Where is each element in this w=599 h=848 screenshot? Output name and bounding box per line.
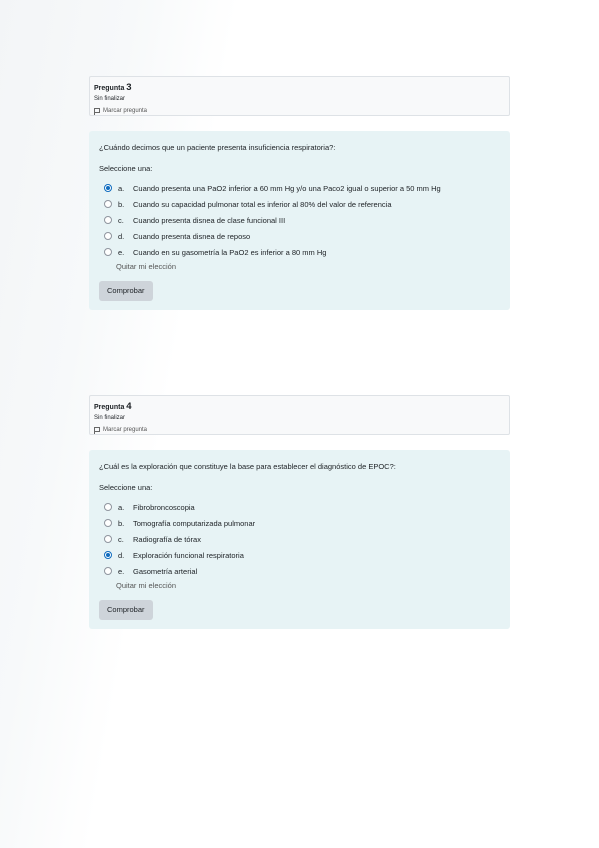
radio-button[interactable] <box>104 535 112 543</box>
option-text: Gasometría arterial <box>133 566 198 576</box>
clear-choice-link[interactable]: Quitar mi elección <box>116 262 177 271</box>
radio-button-checked[interactable] <box>104 551 112 559</box>
question-title <box>94 402 505 412</box>
option-text: Cuando presenta una PaO2 inferior a 60 mm Hg y/o una Paco2 igual o superior a 50 mm Hg <box>133 183 441 193</box>
question-text: ¿Cuál es la exploración que constituye la base para establecer el diagnóstico de EPOC?: <box>99 462 396 471</box>
answer-option-d[interactable] <box>99 228 500 244</box>
question-4 <box>89 395 510 629</box>
answer-option-a[interactable] <box>99 180 500 196</box>
question-title <box>94 83 505 93</box>
option-text: Exploración funcional respiratoria <box>133 550 244 560</box>
option-letter: c. <box>118 534 124 544</box>
option-letter: a. <box>118 183 125 193</box>
question-info <box>89 395 510 435</box>
radio-button[interactable] <box>104 232 112 240</box>
radio-button[interactable] <box>104 567 112 575</box>
radio-button-checked[interactable] <box>104 184 112 192</box>
flag-label: Marcar pregunta <box>103 108 148 114</box>
question-info <box>89 76 510 116</box>
answer-option-d[interactable] <box>99 547 500 563</box>
question-state: Sin finalizar <box>94 96 126 102</box>
option-letter: e. <box>118 247 125 257</box>
option-letter: d. <box>118 550 125 560</box>
option-text: Cuando presenta disnea de reposo <box>133 231 251 241</box>
answer-prompt: Seleccione una: <box>99 483 153 492</box>
answer-option-b[interactable] <box>99 196 500 212</box>
option-letter: e. <box>118 566 125 576</box>
flag-question-link[interactable] <box>94 107 505 115</box>
answer-option-e[interactable] <box>99 563 500 579</box>
answer-list <box>99 499 500 579</box>
radio-button[interactable] <box>104 216 112 224</box>
question-number: 3 <box>126 82 132 93</box>
check-button[interactable]: Comprobar <box>99 281 153 301</box>
option-text: Cuando su capacidad pulmonar total es inferior al 80% del valor de referencia <box>133 199 392 209</box>
question-label: Pregunta <box>94 85 125 92</box>
check-button[interactable]: Comprobar <box>99 600 153 620</box>
option-letter: a. <box>118 502 125 512</box>
question-content <box>89 131 510 310</box>
radio-button[interactable] <box>104 200 112 208</box>
option-letter: d. <box>118 231 125 241</box>
answer-list <box>99 180 500 260</box>
radio-button[interactable] <box>104 519 112 527</box>
question-label: Pregunta <box>94 404 125 411</box>
option-letter: c. <box>118 215 124 225</box>
option-letter: b. <box>118 518 125 528</box>
radio-button[interactable] <box>104 248 112 256</box>
answer-option-a[interactable] <box>99 499 500 515</box>
answer-option-b[interactable] <box>99 515 500 531</box>
answer-option-e[interactable] <box>99 244 500 260</box>
clear-choice-link[interactable]: Quitar mi elección <box>116 581 177 590</box>
question-text: ¿Cuándo decimos que un paciente presenta insuficiencia respiratoria?: <box>99 143 336 152</box>
flag-question-link[interactable] <box>94 426 505 434</box>
answer-prompt: Seleccione una: <box>99 164 153 173</box>
flag-label: Marcar pregunta <box>103 427 148 433</box>
flag-icon <box>94 108 100 115</box>
option-text: Cuando en su gasometría la PaO2 es inferior a 80 mm Hg <box>133 247 327 257</box>
answer-option-c[interactable] <box>99 531 500 547</box>
option-text: Fibrobroncoscopia <box>133 502 195 512</box>
answer-option-c[interactable] <box>99 212 500 228</box>
question-state: Sin finalizar <box>94 415 126 421</box>
option-text: Radiografía de tórax <box>133 534 201 544</box>
option-letter: b. <box>118 199 125 209</box>
question-content <box>89 450 510 629</box>
question-3 <box>89 76 510 310</box>
flag-icon <box>94 427 100 434</box>
option-text: Cuando presenta disnea de clase funcional III <box>133 215 286 225</box>
question-number: 4 <box>126 401 132 412</box>
radio-button[interactable] <box>104 503 112 511</box>
option-text: Tomografía computarizada pulmonar <box>133 518 256 528</box>
